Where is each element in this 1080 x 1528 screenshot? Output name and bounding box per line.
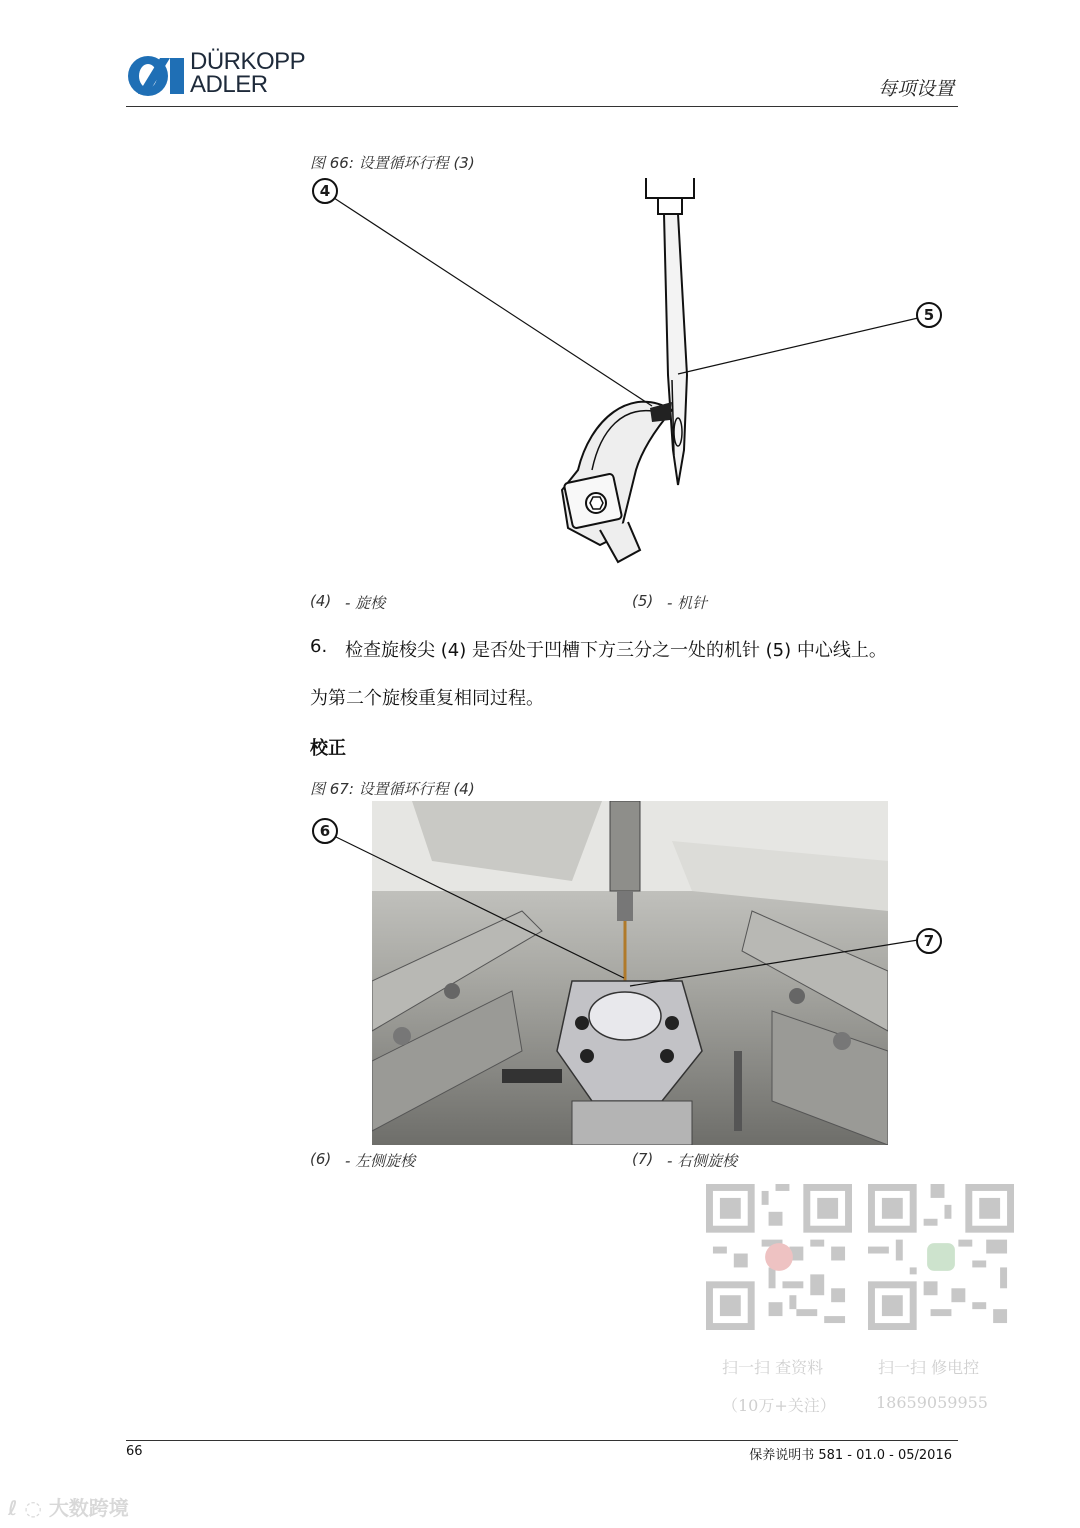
step-6-text: 检查旋梭尖 (4) 是否处于凹槽下方三分之一处的机针 (5) 中心线上。 (345, 640, 887, 661)
legend-5-text: - 机针 (667, 594, 708, 612)
repeat-instruction: 为第二个旋梭重复相同过程。 (310, 688, 544, 709)
document-info: 保养说明书 581 - 01.0 - 05/2016 (749, 1448, 952, 1463)
correction-heading: 校正 (310, 738, 346, 759)
legend-4-number: (4) (310, 592, 332, 610)
legend-6-text: - 左侧旋梭 (345, 1152, 416, 1170)
qr1-caption-line2: （10万+关注） (722, 1396, 836, 1415)
header-divider (126, 106, 958, 107)
callout-5: 5 (916, 302, 942, 328)
qr-code-wechat-icon (868, 1184, 1014, 1330)
logo-line-2: ADLER (190, 71, 268, 98)
qr2-caption-line2: 18659059955 (876, 1393, 988, 1412)
step-6-number: 6. (310, 636, 328, 657)
legend-5-number: (5) (632, 592, 654, 610)
footer-divider (126, 1440, 958, 1441)
brand-watermark-text: 大数跨境 (48, 1496, 129, 1520)
legend-6-number: (6) (310, 1150, 332, 1168)
figure-66-caption: 图 66: 设置循环行程 (3) (310, 154, 475, 172)
callout-6: 6 (312, 818, 338, 844)
figure-67-caption: 图 67: 设置循环行程 (4) (310, 780, 475, 798)
legend-7-number: (7) (632, 1150, 654, 1168)
qr1-caption-line1: 扫一扫 查资料 (722, 1358, 824, 1377)
figure-67-leader-lines (300, 800, 960, 1000)
brand-watermark (8, 1492, 129, 1521)
callout-7: 7 (916, 928, 942, 954)
company-logo-icon (126, 52, 186, 100)
callout-4: 4 (312, 178, 338, 204)
brand-watermark-icon: ℓ ◌ (8, 1496, 49, 1520)
qr-code-icon (706, 1184, 852, 1330)
legend-4-text: - 旋梭 (345, 594, 386, 612)
figure-66-illustration (300, 170, 960, 570)
section-title: 每项设置 (877, 78, 954, 100)
company-logo-text (190, 50, 305, 96)
qr2-caption-line1: 扫一扫 修电控 (878, 1358, 980, 1377)
legend-7-text: - 右侧旋梭 (667, 1152, 738, 1170)
page-number: 66 (126, 1444, 143, 1459)
logo-line-1: DÜRKOPP (190, 48, 306, 75)
